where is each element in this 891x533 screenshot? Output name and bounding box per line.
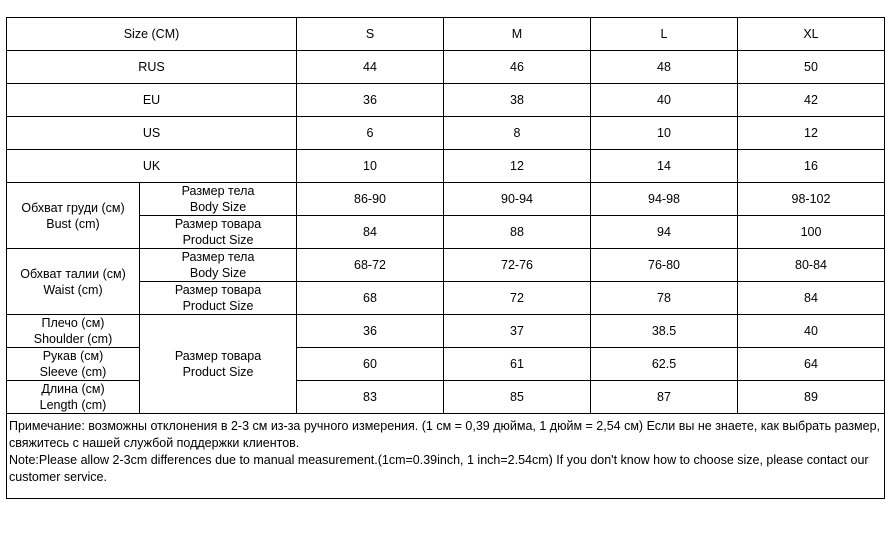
bust-label xyxy=(7,183,140,249)
note-cell xyxy=(7,414,885,499)
waist-body-m: 72-76 xyxy=(444,249,591,282)
length-l: 87 xyxy=(591,381,738,414)
uk-s: 10 xyxy=(297,150,444,183)
bust-product-size-label: Размер товара Product Size xyxy=(140,216,297,249)
shoulder-m: 37 xyxy=(444,315,591,348)
uk-row xyxy=(7,150,885,183)
waist-body-s: 68-72 xyxy=(297,249,444,282)
rus-m: 46 xyxy=(444,51,591,84)
sleeve-xl: 64 xyxy=(738,348,885,381)
bust-body-s: 86-90 xyxy=(297,183,444,216)
length-row xyxy=(7,381,885,414)
rus-row xyxy=(7,51,885,84)
sleeve-m: 61 xyxy=(444,348,591,381)
eu-label: EU xyxy=(7,84,297,117)
bust-product-xl: 100 xyxy=(738,216,885,249)
waist-product-size-label: Размер товара Product Size xyxy=(140,282,297,315)
eu-l: 40 xyxy=(591,84,738,117)
note-row xyxy=(7,414,885,499)
size-l-header: L xyxy=(591,18,738,51)
bust-body-xl: 98-102 xyxy=(738,183,885,216)
sleeve-label: Рукав (см) Sleeve (cm) xyxy=(7,348,140,381)
uk-m: 12 xyxy=(444,150,591,183)
size-label-cell: Size (CM) xyxy=(7,18,297,51)
us-l: 10 xyxy=(591,117,738,150)
sleeve-l: 62.5 xyxy=(591,348,738,381)
us-m: 8 xyxy=(444,117,591,150)
sleeve-s: 60 xyxy=(297,348,444,381)
shoulder-row xyxy=(7,315,885,348)
bust-product-l: 94 xyxy=(591,216,738,249)
rus-label: RUS xyxy=(7,51,297,84)
size-s-header: S xyxy=(297,18,444,51)
waist-body-l: 76-80 xyxy=(591,249,738,282)
bust-label-ru: Обхват груди (см) xyxy=(21,200,125,215)
eu-s: 36 xyxy=(297,84,444,117)
bust-body-row xyxy=(7,183,885,216)
waist-body-row xyxy=(7,249,885,282)
uk-label: UK xyxy=(7,150,297,183)
waist-label-ru: Обхват талии (см) xyxy=(20,266,126,281)
note-en: Note:Please allow 2-3cm differences due to manual measurement.(1cm=0.39inch, 1 inch=2.54cm) If you don't know how to choose size, please contact our customer service. xyxy=(9,453,869,484)
sleeve-row xyxy=(7,348,885,381)
waist-product-l: 78 xyxy=(591,282,738,315)
uk-xl: 16 xyxy=(738,150,885,183)
waist-label-en: Waist (cm) xyxy=(43,282,103,297)
shoulder-s: 36 xyxy=(297,315,444,348)
bust-body-size-label: Размер тела Body Size xyxy=(140,183,297,216)
size-chart-table xyxy=(6,17,885,499)
shoulder-l: 38.5 xyxy=(591,315,738,348)
bust-body-m: 90-94 xyxy=(444,183,591,216)
waist-body-size-label: Размер тела Body Size xyxy=(140,249,297,282)
shoulder-label: Плечо (см) Shoulder (cm) xyxy=(7,315,140,348)
us-xl: 12 xyxy=(738,117,885,150)
us-label: US xyxy=(7,117,297,150)
waist-product-s: 68 xyxy=(297,282,444,315)
header-row xyxy=(7,18,885,51)
waist-product-xl: 84 xyxy=(738,282,885,315)
shoulder-xl: 40 xyxy=(738,315,885,348)
uk-l: 14 xyxy=(591,150,738,183)
bust-product-m: 88 xyxy=(444,216,591,249)
us-row xyxy=(7,117,885,150)
bust-label-en: Bust (cm) xyxy=(46,216,100,231)
waist-body-xl: 80-84 xyxy=(738,249,885,282)
bust-product-s: 84 xyxy=(297,216,444,249)
rus-xl: 50 xyxy=(738,51,885,84)
waist-product-m: 72 xyxy=(444,282,591,315)
eu-row xyxy=(7,84,885,117)
length-label: Длина (см) Length (cm) xyxy=(7,381,140,414)
size-m-header: M xyxy=(444,18,591,51)
length-m: 85 xyxy=(444,381,591,414)
eu-xl: 42 xyxy=(738,84,885,117)
length-s: 83 xyxy=(297,381,444,414)
bust-body-l: 94-98 xyxy=(591,183,738,216)
size-xl-header: XL xyxy=(738,18,885,51)
waist-label xyxy=(7,249,140,315)
note-ru: Примечание: возможны отклонения в 2-3 см из-за ручного измерения. (1 см = 0,39 дюйма, 1 дюйм = 2,54 см) Если вы не знаете, как выбрать размер, свяжитесь с нашей службой поддержки клиентов. xyxy=(9,419,881,450)
us-s: 6 xyxy=(297,117,444,150)
eu-m: 38 xyxy=(444,84,591,117)
length-xl: 89 xyxy=(738,381,885,414)
rus-s: 44 xyxy=(297,51,444,84)
garment-product-size-label: Размер товара Product Size xyxy=(140,315,297,414)
rus-l: 48 xyxy=(591,51,738,84)
